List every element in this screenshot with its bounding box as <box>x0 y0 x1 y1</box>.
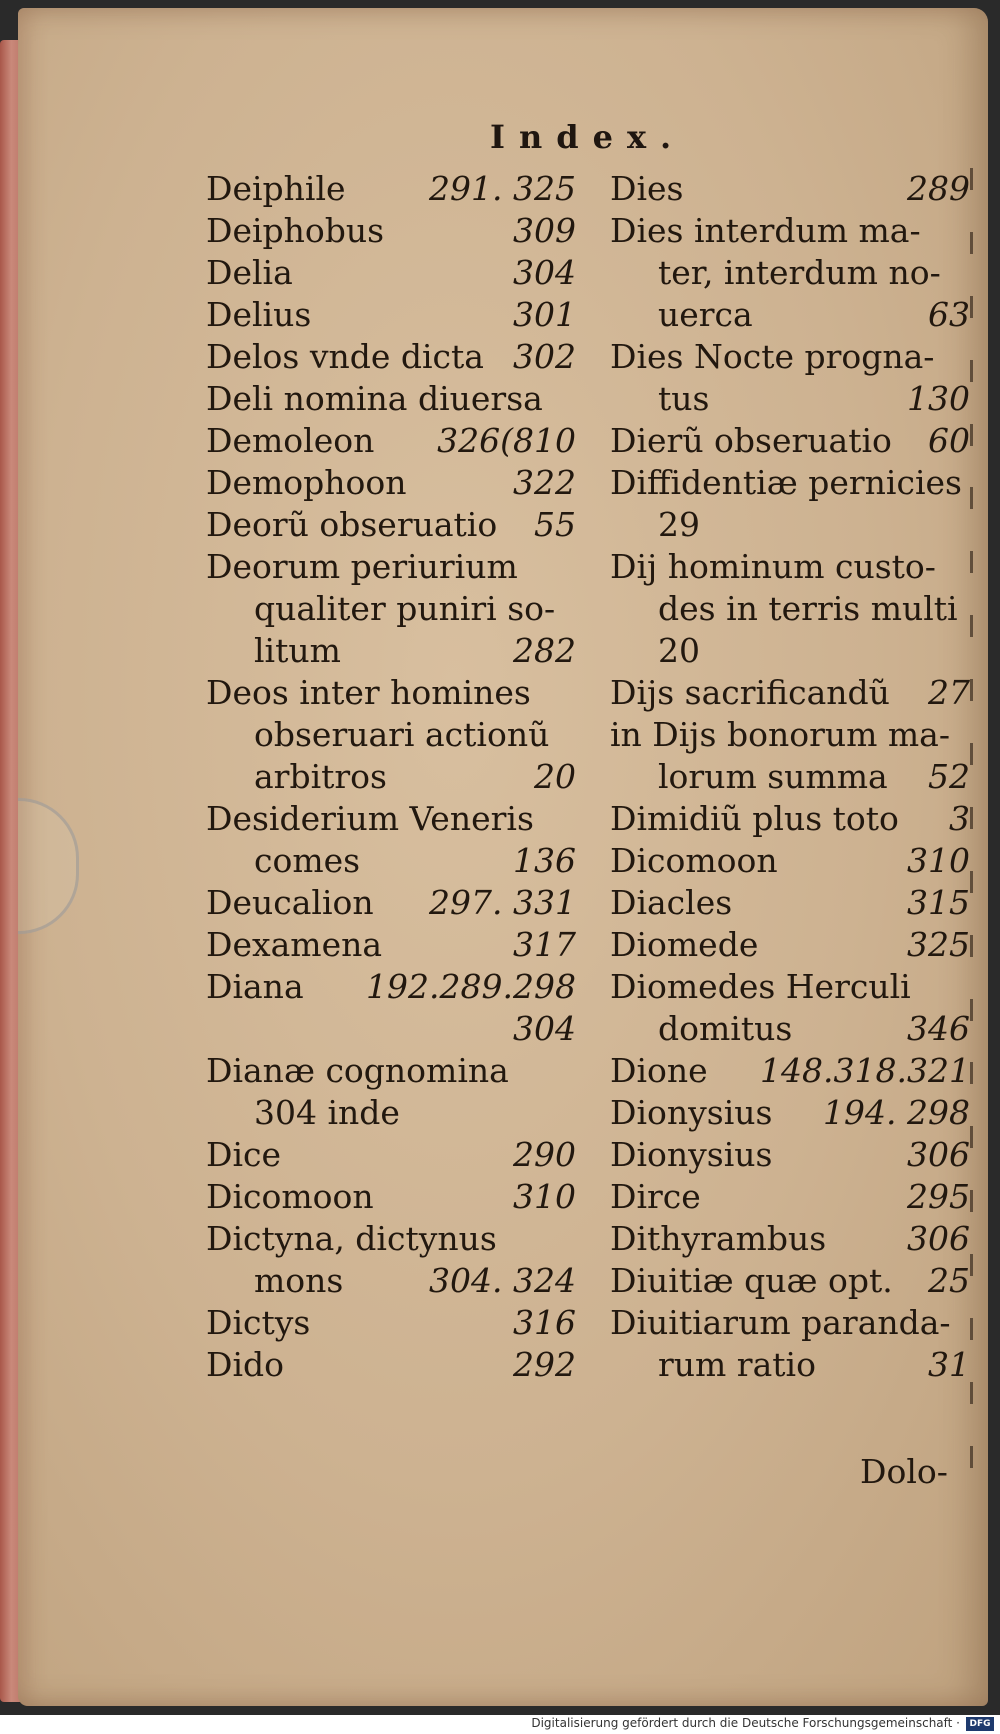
page-reference: 310 <box>907 841 970 880</box>
catchword: Dolo- <box>860 1452 948 1491</box>
index-entry <box>610 798 970 840</box>
index-entry-line <box>206 924 576 966</box>
index-entry <box>206 378 576 420</box>
index-term: Dies Nocte progna- <box>610 337 935 376</box>
index-entry <box>610 882 970 924</box>
footer-credit: Digitalisierung gefördert durch die Deutsche Forschungsgemeinschaft · <box>531 1716 960 1730</box>
page-reference: 192.289.298 <box>366 967 576 1006</box>
index-entry-line <box>206 1092 576 1134</box>
index-term: Delos vnde dicta <box>206 337 484 376</box>
index-entry <box>610 966 970 1050</box>
index-entry <box>206 336 576 378</box>
index-entry-line <box>206 462 576 504</box>
index-term: uerca <box>658 295 753 334</box>
index-term: obseruari actionũ <box>254 715 550 754</box>
index-term: Dijs sacrificandũ <box>610 673 890 712</box>
index-entry <box>206 210 576 252</box>
index-entry-line <box>206 714 576 756</box>
page-reference: 316 <box>513 1303 576 1342</box>
index-entry <box>610 210 970 336</box>
index-term: qualiter puniri so- <box>254 589 556 628</box>
index-term: 29 <box>658 505 700 544</box>
index-entry-line <box>610 798 970 840</box>
index-entry-line <box>206 966 576 1008</box>
index-entry-line <box>206 504 576 546</box>
index-entry-line <box>610 210 970 252</box>
index-entry <box>206 168 576 210</box>
page-reference: 63 <box>928 295 970 334</box>
page-reference: 289 <box>907 169 970 208</box>
index-entry <box>206 798 576 882</box>
page-reference: 31 <box>928 1345 970 1384</box>
page-reference: 295 <box>907 1177 970 1216</box>
index-entry <box>610 1176 970 1218</box>
index-term: Diomedes Herculi <box>610 967 911 1006</box>
index-term: Diacles <box>610 883 733 922</box>
index-entry <box>610 462 970 546</box>
index-term: Deucalion <box>206 883 374 922</box>
index-entry <box>206 252 576 294</box>
index-entry-line <box>610 252 970 294</box>
index-term: arbitros <box>254 757 387 796</box>
index-entry-line <box>610 588 970 630</box>
page-reference: 130 <box>907 379 970 418</box>
index-entry-line <box>206 1344 576 1386</box>
page-header: Index. <box>490 118 686 156</box>
index-term: Delia <box>206 253 293 292</box>
index-entry <box>610 1050 970 1092</box>
index-entry-line <box>610 546 970 588</box>
page-reference: 302 <box>513 337 576 376</box>
index-entry-line <box>206 294 576 336</box>
index-term: Dies interdum ma- <box>610 211 921 250</box>
index-term: Diuitiæ quæ opt. <box>610 1261 893 1300</box>
index-entry-line <box>610 756 970 798</box>
index-entry-line <box>610 294 970 336</box>
index-entry-line <box>206 168 576 210</box>
index-entry <box>206 294 576 336</box>
index-entry <box>206 672 576 798</box>
page-reference: 25 <box>928 1261 970 1300</box>
page-reference: 306 <box>907 1135 970 1174</box>
index-column-left <box>206 168 576 1386</box>
index-entry-line <box>610 966 970 1008</box>
index-term: Deiphile <box>206 169 346 208</box>
index-entry <box>206 1302 576 1344</box>
page-reference: 304 <box>513 253 576 292</box>
index-term: ter, interdum no- <box>658 253 941 292</box>
index-entry-line <box>610 336 970 378</box>
page-reference: 346 <box>907 1009 970 1048</box>
index-entry <box>206 1050 576 1134</box>
index-entry-line <box>610 1134 970 1176</box>
index-term: Dido <box>206 1345 285 1384</box>
index-entry-line <box>206 1218 576 1260</box>
page-reference: 136 <box>513 841 576 880</box>
index-entry-line <box>610 672 970 714</box>
index-term: Diffidentiæ pernicies <box>610 463 962 502</box>
index-entry <box>206 546 576 672</box>
index-entry-line <box>610 378 970 420</box>
index-entry-line <box>610 924 970 966</box>
index-term: Dionysius <box>610 1135 773 1174</box>
page-reference: 325 <box>907 925 970 964</box>
index-entry <box>206 966 576 1050</box>
index-term: Dierũ obseruatio <box>610 421 892 460</box>
index-term: domitus <box>658 1009 793 1048</box>
index-entry-line <box>206 336 576 378</box>
index-entry <box>610 1218 970 1260</box>
page-reference: 306 <box>907 1219 970 1258</box>
index-term: Diana <box>206 967 304 1006</box>
index-term: rum ratio <box>658 1345 816 1384</box>
index-term: Dictyna, dictynus <box>206 1219 497 1258</box>
index-entry <box>610 1260 970 1302</box>
index-entry-line <box>206 420 576 462</box>
index-entry-line <box>610 1302 970 1344</box>
index-term: Dicomoon <box>610 841 778 880</box>
page-reference: 27 <box>928 673 970 712</box>
page-reference: 290 <box>513 1135 576 1174</box>
page-reference: 292 <box>513 1345 576 1384</box>
index-term: Dies <box>610 169 684 208</box>
index-entry <box>206 1344 576 1386</box>
index-term: Dianæ cognomina <box>206 1051 509 1090</box>
page-reference: 317 <box>513 925 576 964</box>
index-term: Dij hominum custo- <box>610 547 936 586</box>
index-entry-line <box>610 1008 970 1050</box>
index-term: Dice <box>206 1135 282 1174</box>
gutter-marks <box>970 168 984 1468</box>
index-entry-line <box>206 588 576 630</box>
index-entry-line <box>206 756 576 798</box>
index-entry-line <box>610 630 970 672</box>
index-entry-line <box>610 462 970 504</box>
index-term: 20 <box>658 631 700 670</box>
page-reference: 20 <box>534 757 576 796</box>
index-entry <box>206 882 576 924</box>
index-term: Deorum periurium <box>206 547 518 586</box>
index-term: lorum summa <box>658 757 888 796</box>
index-entry-line <box>206 630 576 672</box>
index-term: Diuitiarum paranda- <box>610 1303 951 1342</box>
index-entry-line <box>206 546 576 588</box>
index-entry <box>610 1092 970 1134</box>
page-reference: 291. 325 <box>429 169 576 208</box>
index-entry <box>610 1302 970 1386</box>
index-entry-line <box>206 1008 576 1050</box>
index-term: 304 inde <box>254 1093 400 1132</box>
page-reference: 52 <box>928 757 970 796</box>
index-term: in Dijs bonorum ma- <box>610 715 951 754</box>
index-entry-line <box>206 882 576 924</box>
index-entry <box>206 1176 576 1218</box>
index-term: Dirce <box>610 1177 701 1216</box>
index-term: Dimidiũ plus toto <box>610 799 899 838</box>
page-reference: 301 <box>513 295 576 334</box>
index-term: Deos inter homines <box>206 673 531 712</box>
index-entry-line <box>206 1176 576 1218</box>
page-reference: 315 <box>907 883 970 922</box>
index-entry-line <box>610 420 970 462</box>
index-term: Dionysius <box>610 1093 773 1132</box>
index-term: Dicomoon <box>206 1177 374 1216</box>
index-entry <box>610 336 970 420</box>
index-entry <box>610 714 970 798</box>
page-reference: 55 <box>534 505 576 544</box>
index-term: des in terris multi <box>658 589 958 628</box>
index-entry <box>610 168 970 210</box>
index-entry-line <box>610 1260 970 1302</box>
index-column-right <box>610 168 970 1386</box>
index-entry-line <box>206 672 576 714</box>
index-entry <box>610 672 970 714</box>
index-entry <box>206 462 576 504</box>
index-entry-line <box>206 252 576 294</box>
index-term: litum <box>254 631 341 670</box>
index-entry-line <box>206 378 576 420</box>
index-term: Deiphobus <box>206 211 385 250</box>
index-entry-line <box>206 798 576 840</box>
index-term: Dithyrambus <box>610 1219 827 1258</box>
page-reference: 326(810 <box>437 421 576 460</box>
dfg-logo: DFG <box>966 1717 994 1731</box>
index-entry <box>206 420 576 462</box>
index-term: comes <box>254 841 361 880</box>
index-entry-line <box>610 714 970 756</box>
index-entry <box>610 1134 970 1176</box>
page-reference: 60 <box>928 421 970 460</box>
index-term: Diomede <box>610 925 759 964</box>
index-term: Deorũ obseruatio <box>206 505 498 544</box>
page-clip <box>18 798 79 934</box>
index-entry <box>610 840 970 882</box>
index-entry-line <box>206 1134 576 1176</box>
index-term: Delius <box>206 295 312 334</box>
index-entry-line <box>610 1092 970 1134</box>
index-entry-line <box>206 1050 576 1092</box>
index-entry <box>206 924 576 966</box>
index-entry-line <box>206 1302 576 1344</box>
index-entry <box>610 546 970 672</box>
index-entry-line <box>206 210 576 252</box>
index-term: Dictys <box>206 1303 311 1342</box>
page-reference: 3 <box>949 799 970 838</box>
page-reference: 148.318.321 <box>760 1051 970 1090</box>
page-reference: 309 <box>513 211 576 250</box>
page-reference: 310 <box>513 1177 576 1216</box>
page-reference: 194. 298 <box>823 1093 970 1132</box>
index-entry <box>206 1134 576 1176</box>
index-entry-line <box>610 504 970 546</box>
index-entry-line <box>610 1050 970 1092</box>
index-entry <box>206 1218 576 1302</box>
page-reference: 297. 331 <box>429 883 576 922</box>
index-entry-line <box>610 1176 970 1218</box>
index-term: mons <box>254 1261 344 1300</box>
index-entry-line <box>206 1260 576 1302</box>
page-reference: 322 <box>513 463 576 502</box>
index-term: Desiderium Veneris <box>206 799 534 838</box>
index-term: Demoleon <box>206 421 375 460</box>
index-entry-line <box>610 1344 970 1386</box>
index-term: Deli nomina diuersa <box>206 379 543 418</box>
page-reference: 304. 324 <box>429 1261 576 1300</box>
index-term: tus <box>658 379 710 418</box>
page-reference: 282 <box>513 631 576 670</box>
index-term: Dexamena <box>206 925 383 964</box>
index-entry-line <box>206 840 576 882</box>
page-reference: 304 <box>513 1009 576 1048</box>
footer-bar <box>0 1715 1000 1734</box>
index-term: Dione <box>610 1051 708 1090</box>
index-entry-line <box>610 1218 970 1260</box>
index-term: Demophoon <box>206 463 407 502</box>
index-entry-line <box>610 882 970 924</box>
index-entry <box>610 420 970 462</box>
index-entry-line <box>610 168 970 210</box>
index-entry-line <box>610 840 970 882</box>
index-entry <box>610 924 970 966</box>
index-entry <box>206 504 576 546</box>
